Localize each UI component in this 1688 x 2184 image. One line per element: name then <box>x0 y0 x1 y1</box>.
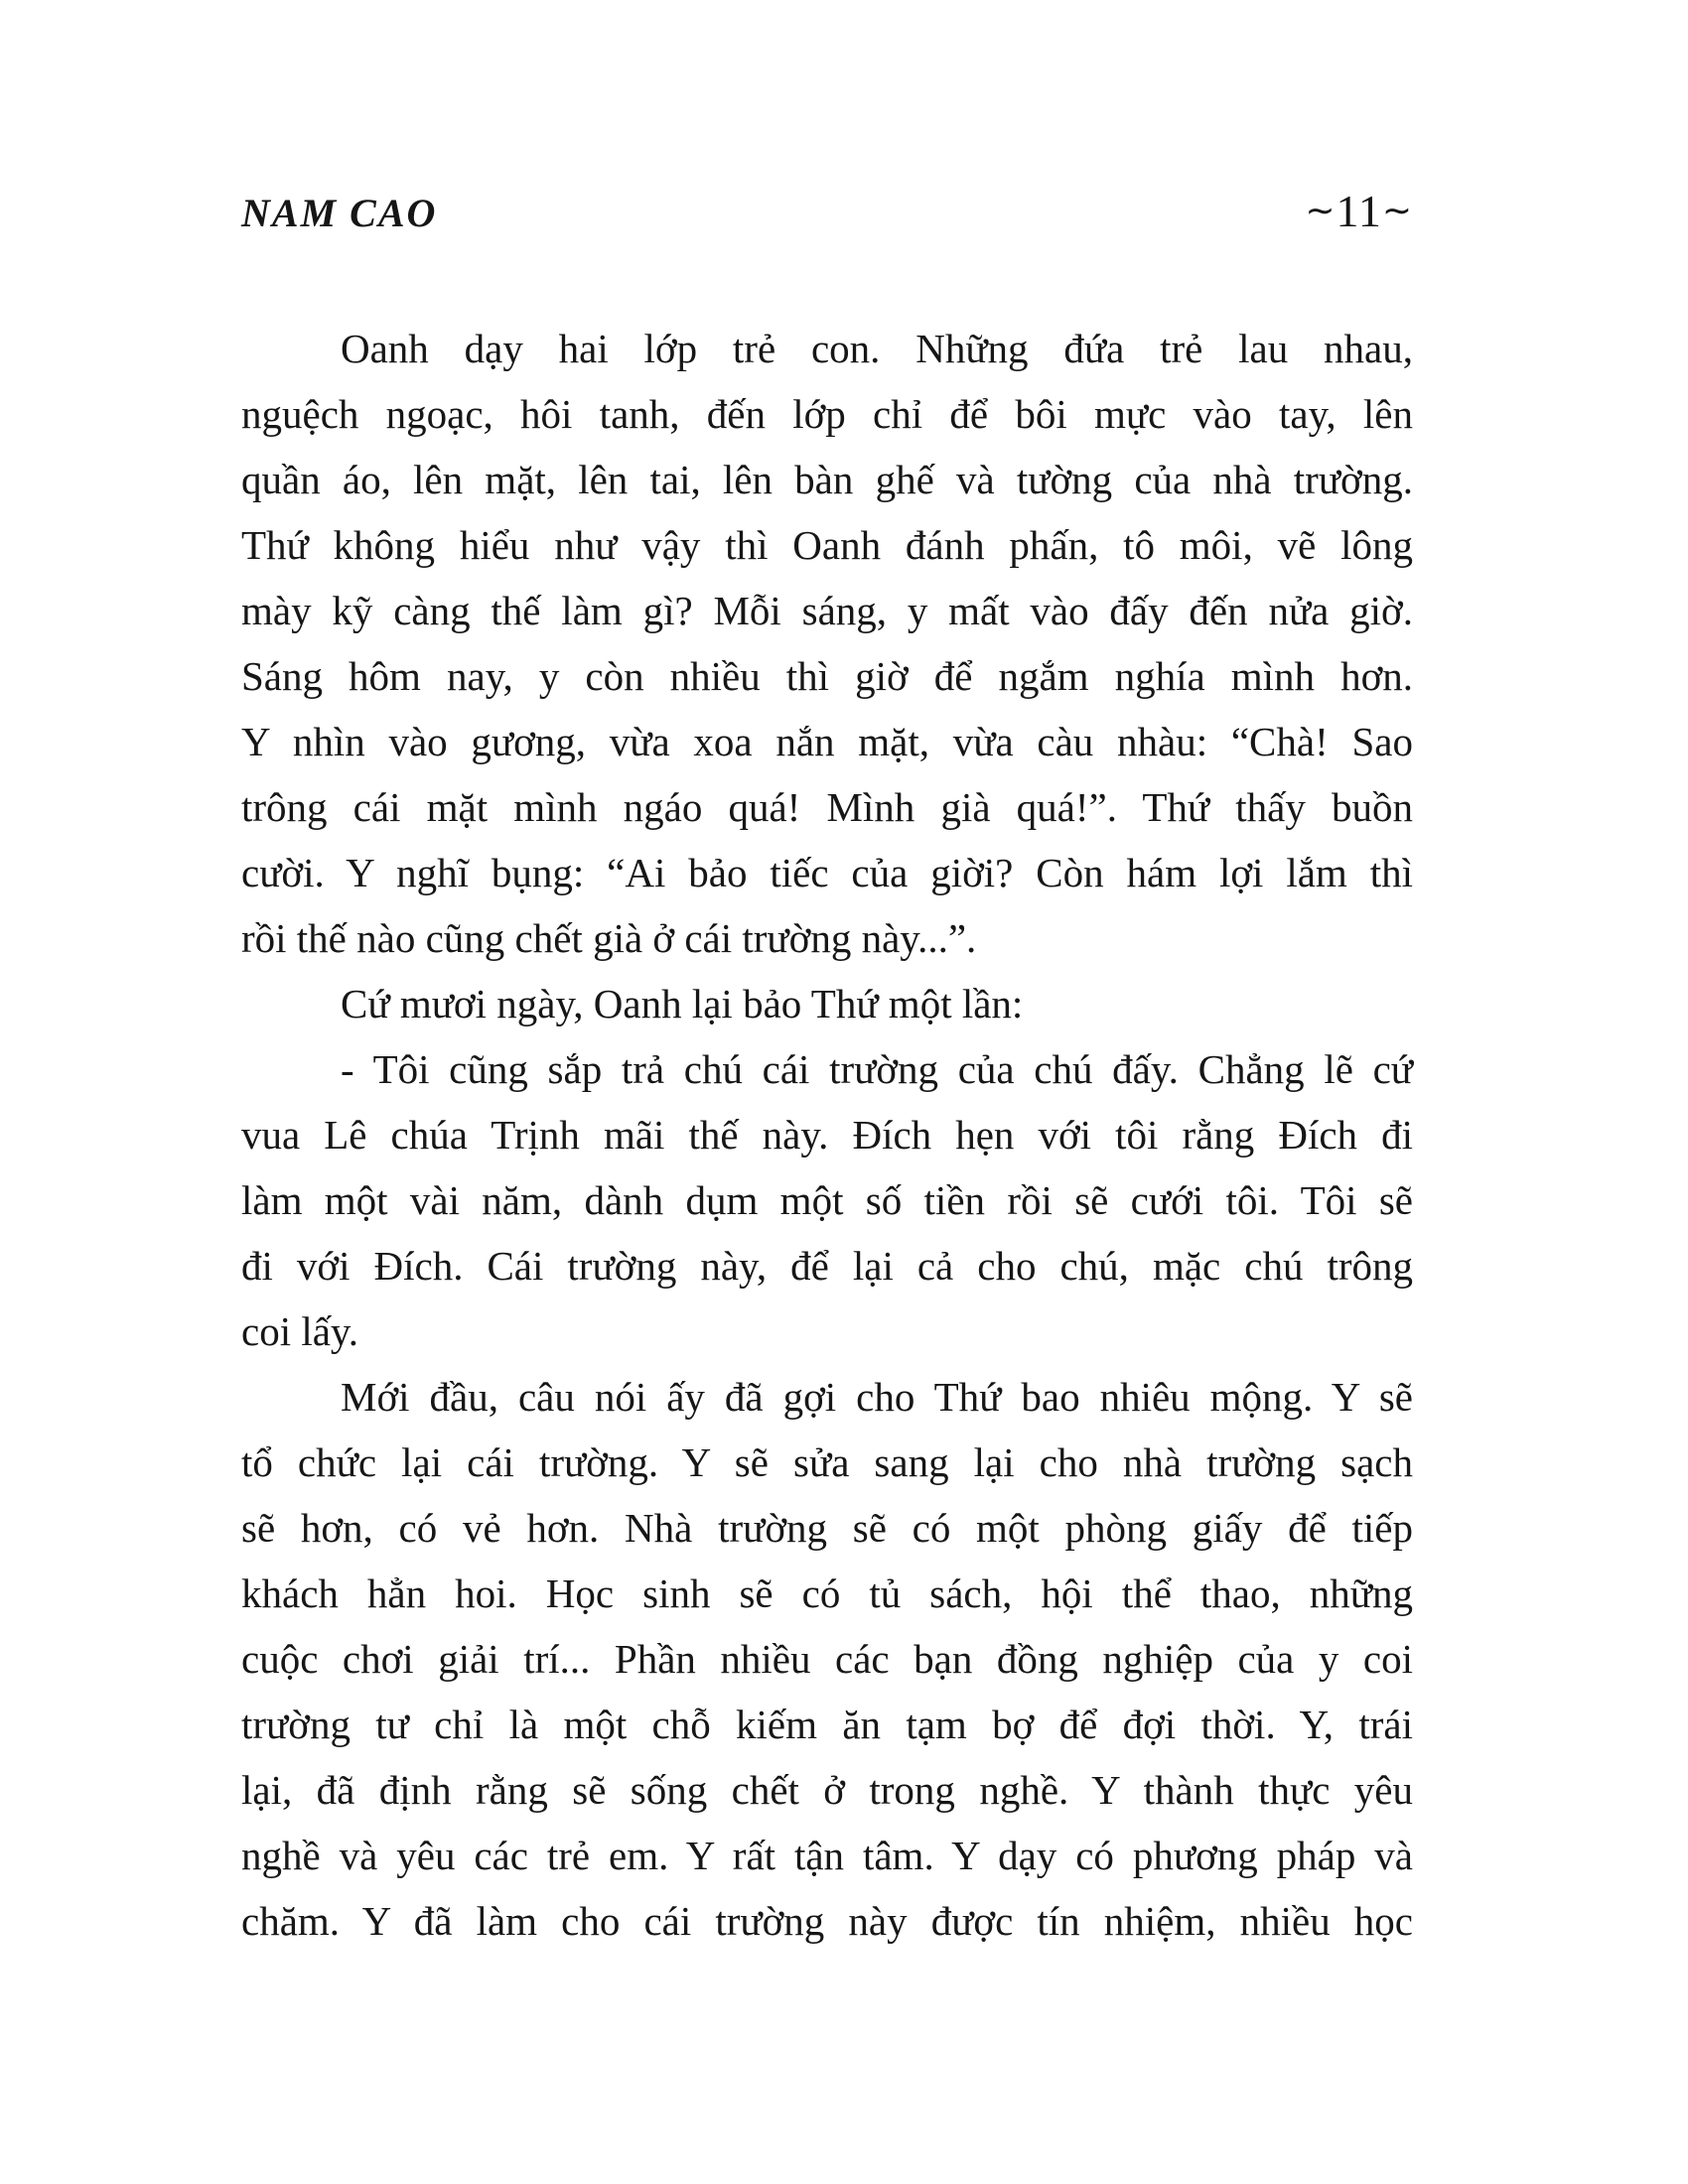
text-line: Mới đầu, câu nói ấy đã gợi cho Thứ bao nhiêu mộng. Y sẽ <box>341 1374 1413 1420</box>
text-line: Oanh dạy hai lớp trẻ con. Những đứa trẻ lau nhau, <box>341 326 1413 371</box>
text-line: nguệch ngoạc, hôi tanh, đến lớp chỉ để bôi mực vào tay, lên <box>241 391 1413 437</box>
tilde-ornament-right: ∼ <box>1381 191 1413 230</box>
text-line: sẽ hơn, có vẻ hơn. Nhà trường sẽ có một phòng giấy để tiếp <box>241 1505 1413 1551</box>
text-line: làm một vài năm, dành dụm một số tiền rồi sẽ cưới tôi. Tôi sẽ <box>241 1177 1413 1223</box>
body-text <box>241 316 1413 1954</box>
text-line: trông cái mặt mình ngáo quá! Mình già quá!”. Thứ thấy buồn <box>241 784 1413 830</box>
text-line: Thứ không hiểu như vậy thì Oanh đánh phấn, tô môi, vẽ lông <box>241 522 1413 568</box>
text-line: Cứ mươi ngày, Oanh lại bảo Thứ một lần: <box>341 981 1024 1026</box>
text-line: trường tư chỉ là một chỗ kiếm ăn tạm bợ để đợi thời. Y, trái <box>241 1702 1413 1747</box>
text-line: nghề và yêu các trẻ em. Y rất tận tâm. Y dạy có phương pháp và <box>241 1833 1413 1878</box>
page-header <box>241 185 1413 237</box>
text-line: rồi thế nào cũng chết già ở cái trường này...”. <box>241 915 977 961</box>
text-line: quần áo, lên mặt, lên tai, lên bàn ghế và tường của nhà trường. <box>241 457 1413 502</box>
text-line: khách hẳn hoi. Học sinh sẽ có tủ sách, hội thể thao, những <box>241 1570 1413 1616</box>
text-line: tổ chức lại cái trường. Y sẽ sửa sang lại cho nhà trường sạch <box>241 1439 1413 1485</box>
text-line: Y nhìn vào gương, vừa xoa nắn mặt, vừa càu nhàu: “Chà! Sao <box>241 719 1413 764</box>
tilde-ornament-left: ∼ <box>1305 191 1336 230</box>
page-number-value: 11 <box>1336 186 1382 236</box>
text-line: - Tôi cũng sắp trả chú cái trường của chú đấy. Chẳng lẽ cứ <box>341 1046 1413 1092</box>
text-line: Sáng hôm nay, y còn nhiều thì giờ để ngắm nghía mình hơn. <box>241 653 1413 699</box>
running-header-author: NAM CAO <box>241 191 438 235</box>
text-line: vua Lê chúa Trịnh mãi thế này. Đích hẹn với tôi rằng Đích đi <box>241 1112 1413 1158</box>
text-line: cuộc chơi giải trí... Phần nhiều các bạn đồng nghiệp của y coi <box>241 1636 1413 1682</box>
text-line: coi lấy. <box>241 1308 359 1354</box>
text-line: chăm. Y đã làm cho cái trường này được tín nhiệm, nhiều học <box>241 1898 1413 1944</box>
text-line: đi với Đích. Cái trường này, để lại cả cho chú, mặc chú trông <box>241 1243 1413 1289</box>
text-line: mày kỹ càng thế làm gì? Mỗi sáng, y mất vào đấy đến nửa giờ. <box>241 588 1413 633</box>
text-line: cười. Y nghĩ bụng: “Ai bảo tiếc của giời? Còn hám lợi lắm thì <box>241 850 1413 895</box>
page-number <box>1305 185 1413 237</box>
text-line: lại, đã định rằng sẽ sống chết ở trong nghề. Y thành thực yêu <box>241 1767 1413 1813</box>
